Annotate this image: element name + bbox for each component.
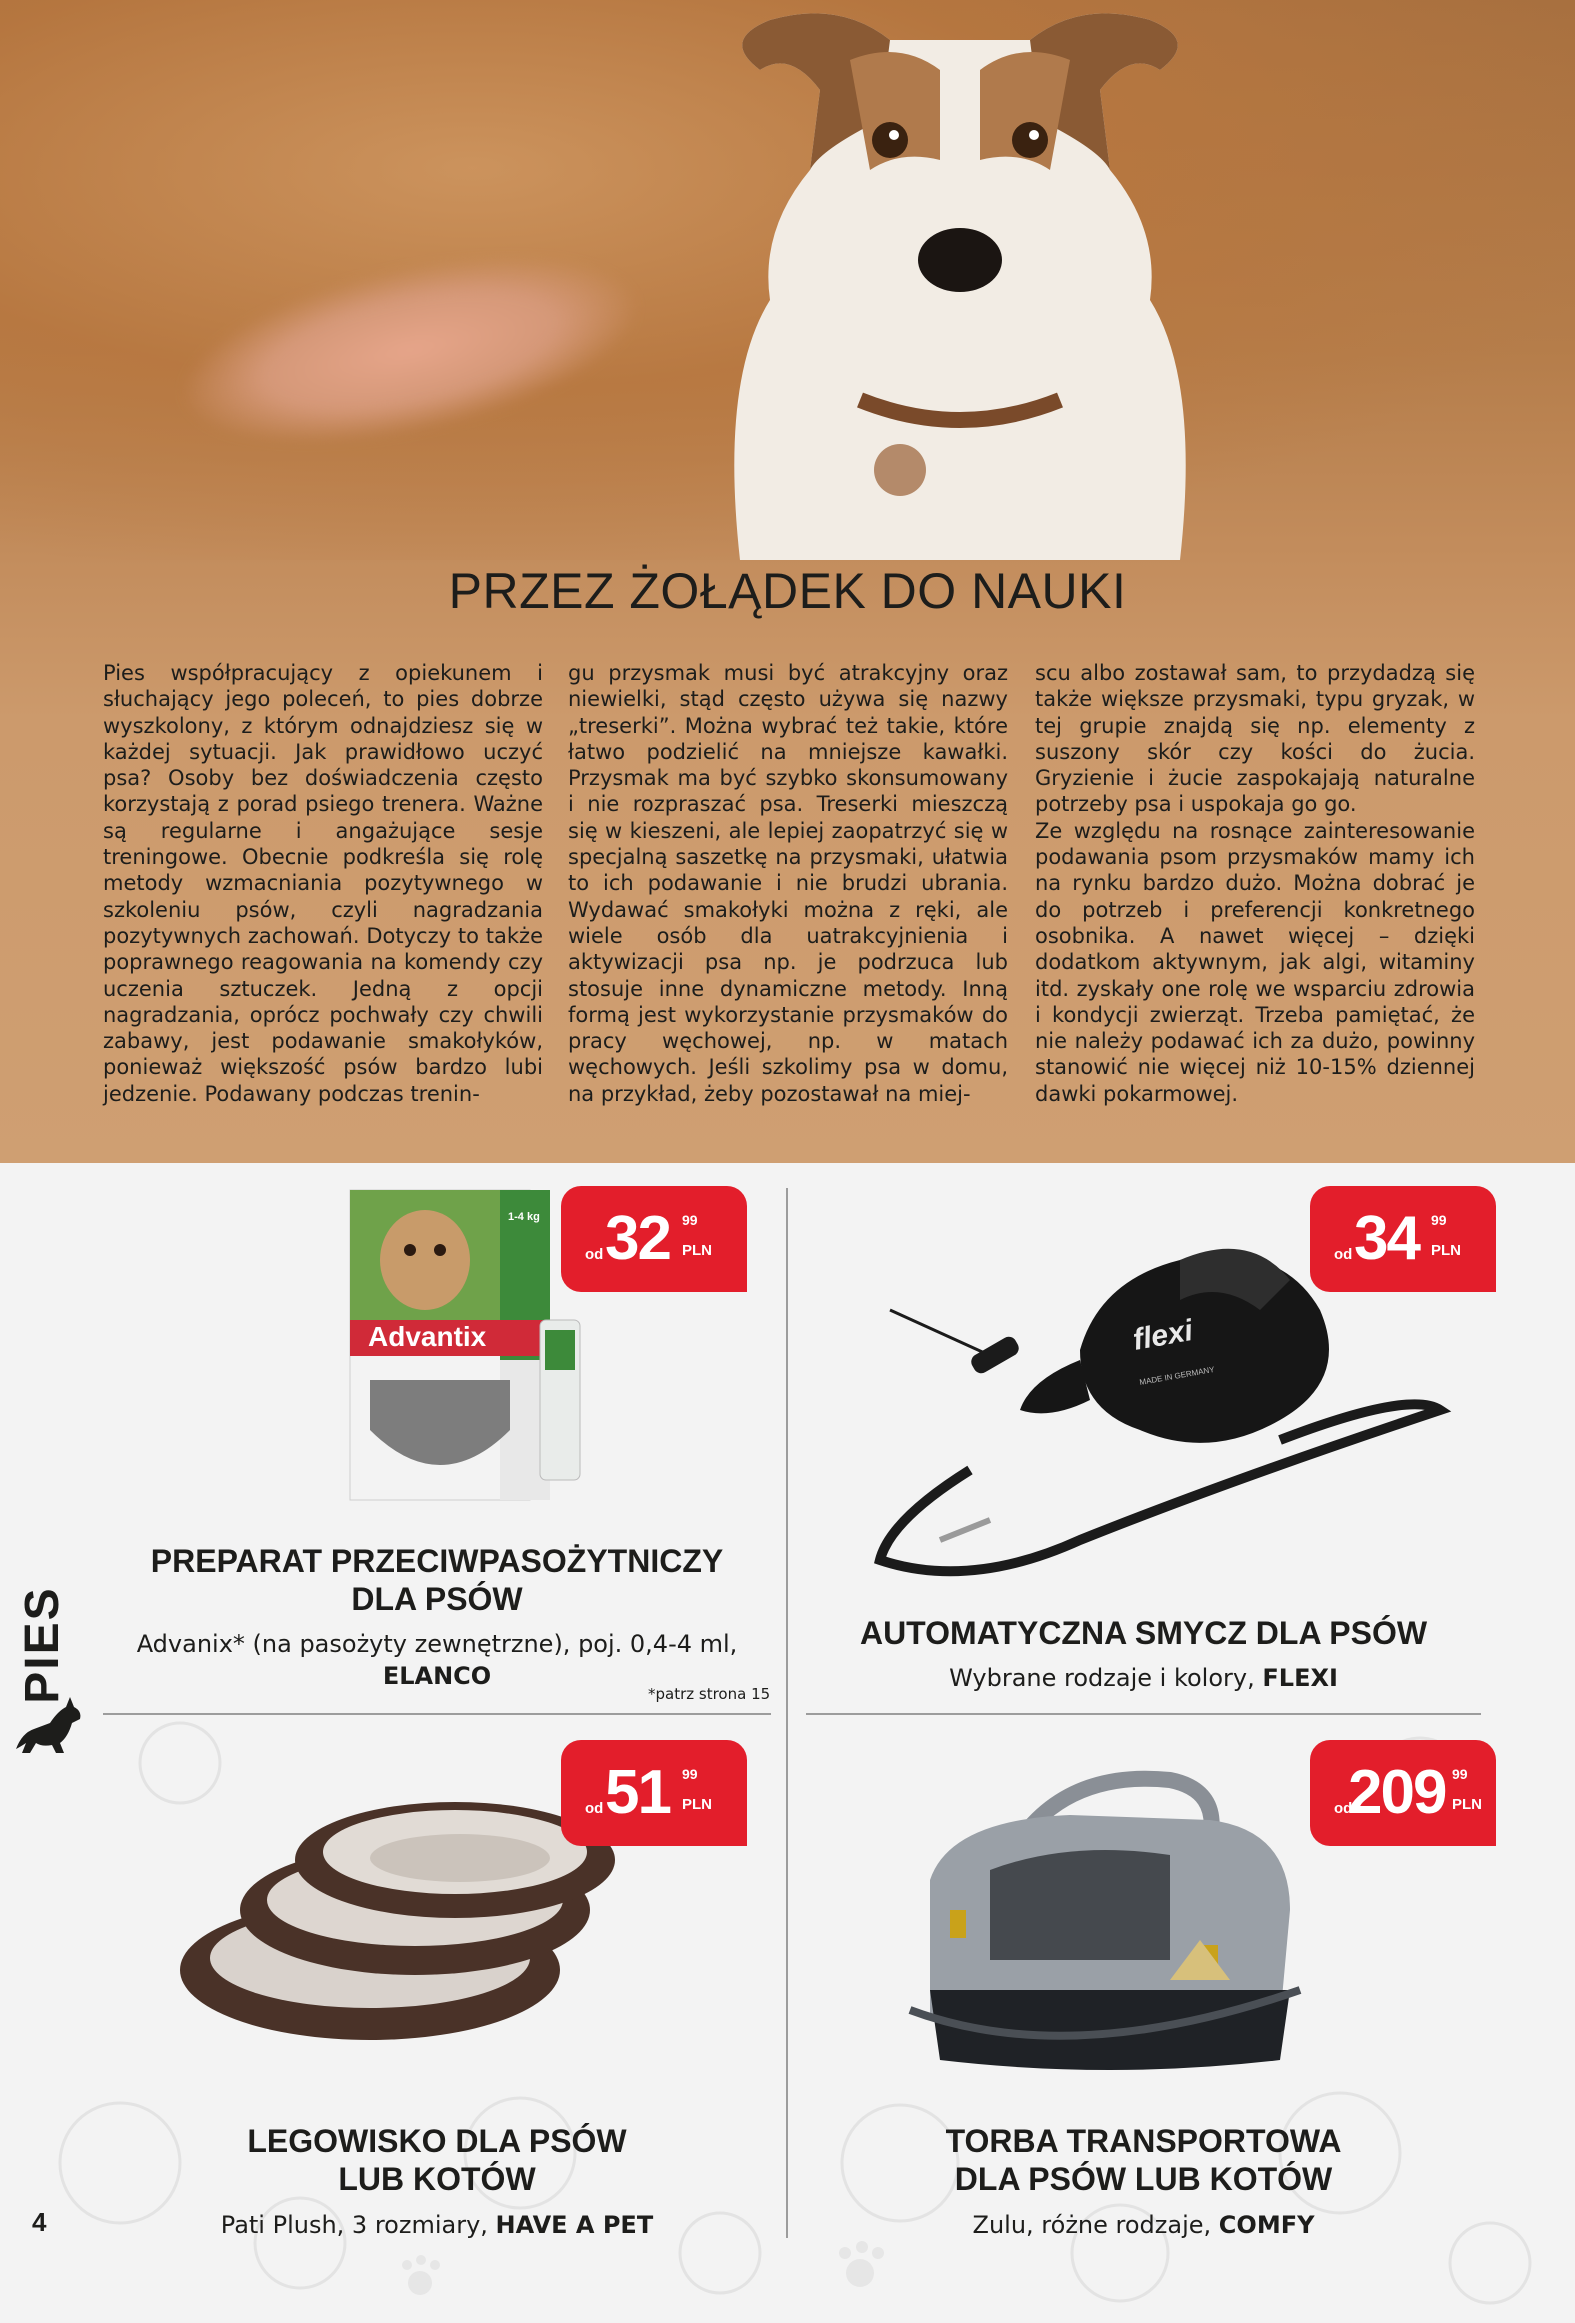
footnote: *patrz strona 15 — [648, 1685, 771, 1703]
price-badge — [561, 1186, 747, 1292]
article-title: PRZEZ ŻOŁĄDEK DO NAUKI — [448, 563, 1127, 619]
article-paragraph: gu przysmak musi być atrakcyjny oraz niewielki, stąd często używa się nazwy „treserki”. Można wybrać też takie, które łatwo podzielić na mniejsze kawałki. Przysmak ma być szybko skonsumowany i nie rozpraszać psa. Treserki mieszczą się w kieszeni, ale lepiej zaopatrzyć się w specjalną saszetkę na przysmaki, ułatwia to ich podawanie i nie brudzi ubrania. Wydawać smakołyki można z ręki, ale wiele osób dla uatrakcyjnienia i aktywizacji psa np. je podrzuca lub stosuje inne dynamiczne metody. Inną formą jest wykorzystanie przysmaków do pracy węchowej, np. w matach węchowych. Jeśli szkolimy psa w domu, na przykład, żeby pozostawał na miej- — [568, 661, 1008, 1106]
price-decimals: 99 — [1452, 1766, 1468, 1782]
article-paragraph: Pies współpracujący z opiekunem i słuchający jego poleceń, to pies dobrze wyszkolony, z którym odnajdziesz się w każdej sytuacji. Jak prawidłowo uczyć psa? Osoby bez doświadczenia często korzystają z porad psiego trenera. Ważne są regularne i angażujące sesje treningowe. Obecnie podkreśla się rolę metody wzmacniania pozytywnego w szkoleniu psów, czyli nagradzania pozytywnych zachowań. Dotyczy to także poprawnego reagowania na komendy czy uczenia sztuczek. Jedną z opcji nagradzania, oprócz pochwały czy chwili zabawy, jest podawanie smakołyków, ponieważ większość psów bardzo lubi jedzenie. Podawany podczas trenin- — [103, 661, 543, 1106]
article-paragraph: Ze względu na rosnące zainteresowanie podawania psom przysmaków mamy ich na rynku bardzo dużo. Można dobrać je do potrzeb i preferencji konkretnego osobnika. A nawet więcej – dzięki dodatkom aktywnym, jak algi, witaminy itd. zyskały one rolę we wsparciu zdrowia i kondycji zwierząt. Trzeba pamiętać, że nie należy podawać ich za dużo, powinny stanowić nie więcej niż 10-15% dziennej dawki pokarmowej. — [1035, 818, 1475, 1106]
pet-carrier-bag-image — [870, 1760, 1353, 2090]
product-title — [806, 2122, 1481, 2198]
article-column-2 — [568, 660, 1008, 1107]
product-title — [103, 1542, 771, 1618]
price-currency: PLN — [682, 1796, 712, 1813]
product-desc-text: Advanix* (na pasożyty zewnętrzne), poj. 0,4-4 ml, — [136, 1630, 738, 1658]
price-currency: PLN — [1431, 1242, 1461, 1259]
dog-photo — [700, 0, 1220, 560]
category-label: PIES — [16, 1586, 69, 1704]
product-title-line: LUB KOTÓW — [338, 2161, 536, 2197]
price-decimals: 99 — [1431, 1212, 1447, 1228]
product-description — [103, 2209, 771, 2241]
product-title-line: TORBA TRANSPORTOWA — [945, 2123, 1342, 2159]
package-weight-label: 1-4 kg — [508, 1211, 540, 1223]
page-number: 4 — [32, 2207, 47, 2237]
price-decimals: 99 — [682, 1766, 698, 1782]
price-prefix: od — [1334, 1246, 1353, 1263]
product-description — [806, 2209, 1481, 2241]
product-desc-text: Wybrane rodzaje i kolory, — [949, 1664, 1255, 1692]
product-title — [806, 1614, 1481, 1652]
article-column-3 — [1035, 660, 1475, 1107]
product-description — [103, 1628, 771, 1692]
horizontal-divider — [103, 1713, 771, 1715]
price-prefix: od — [585, 1800, 604, 1817]
product-title-line: DLA PSÓW LUB KOTÓW — [954, 2161, 1333, 2197]
price-badge — [1310, 1740, 1496, 1846]
product-title-line: DLA PSÓW — [351, 1581, 523, 1617]
product-brand: FLEXI — [1262, 1664, 1338, 1692]
product-brand: ELANCO — [382, 1662, 492, 1690]
price-currency: PLN — [682, 1242, 712, 1259]
price-integer: 34 — [1354, 1204, 1419, 1273]
price-prefix: od — [585, 1246, 604, 1263]
product-title-line: PREPARAT PRZECIWPASOŻYTNICZY — [150, 1543, 724, 1579]
product-brand: COMFY — [1218, 2211, 1315, 2239]
price-decimals: 99 — [682, 1212, 698, 1228]
price-prefix: od — [1334, 1800, 1353, 1817]
product-title-line: LEGOWISKO DLA PSÓW — [247, 2123, 627, 2159]
horizontal-divider — [806, 1713, 1481, 1715]
leash-made-label: MADE IN GERMANY — [1138, 1364, 1216, 1387]
article-paragraph: scu albo zostawał sam, to przydadzą się także większe przysmaki, typu gryzak, w tej grupie znajdą się np. elementy z suszony skór czy kości do żucia. Gryzienie i żucie zaspokajają naturalne potrzeby psa i uspokaja go go. — [1035, 661, 1475, 817]
product-brand: HAVE A PET — [495, 2211, 654, 2239]
product-desc-text: Zulu, różne rodzaje, — [972, 2211, 1212, 2239]
vertical-divider — [786, 1188, 788, 2238]
price-integer: 209 — [1348, 1758, 1446, 1827]
article-column-1 — [103, 660, 543, 1107]
product-title-line: AUTOMATYCZNA SMYCZ DLA PSÓW — [859, 1615, 1428, 1651]
price-badge — [1310, 1186, 1496, 1292]
package-brand-label: Advantix — [368, 1321, 487, 1352]
price-badge — [561, 1740, 747, 1846]
product-description — [806, 1662, 1481, 1694]
product-title — [103, 2122, 771, 2198]
dog-silhouette-icon — [12, 1693, 84, 1757]
leash-brand-logo: flexi — [1130, 1313, 1196, 1357]
price-integer: 51 — [605, 1758, 670, 1827]
price-currency: PLN — [1452, 1796, 1482, 1813]
product-desc-text: Pati Plush, 3 rozmiary, — [220, 2211, 488, 2239]
price-integer: 32 — [605, 1204, 670, 1273]
